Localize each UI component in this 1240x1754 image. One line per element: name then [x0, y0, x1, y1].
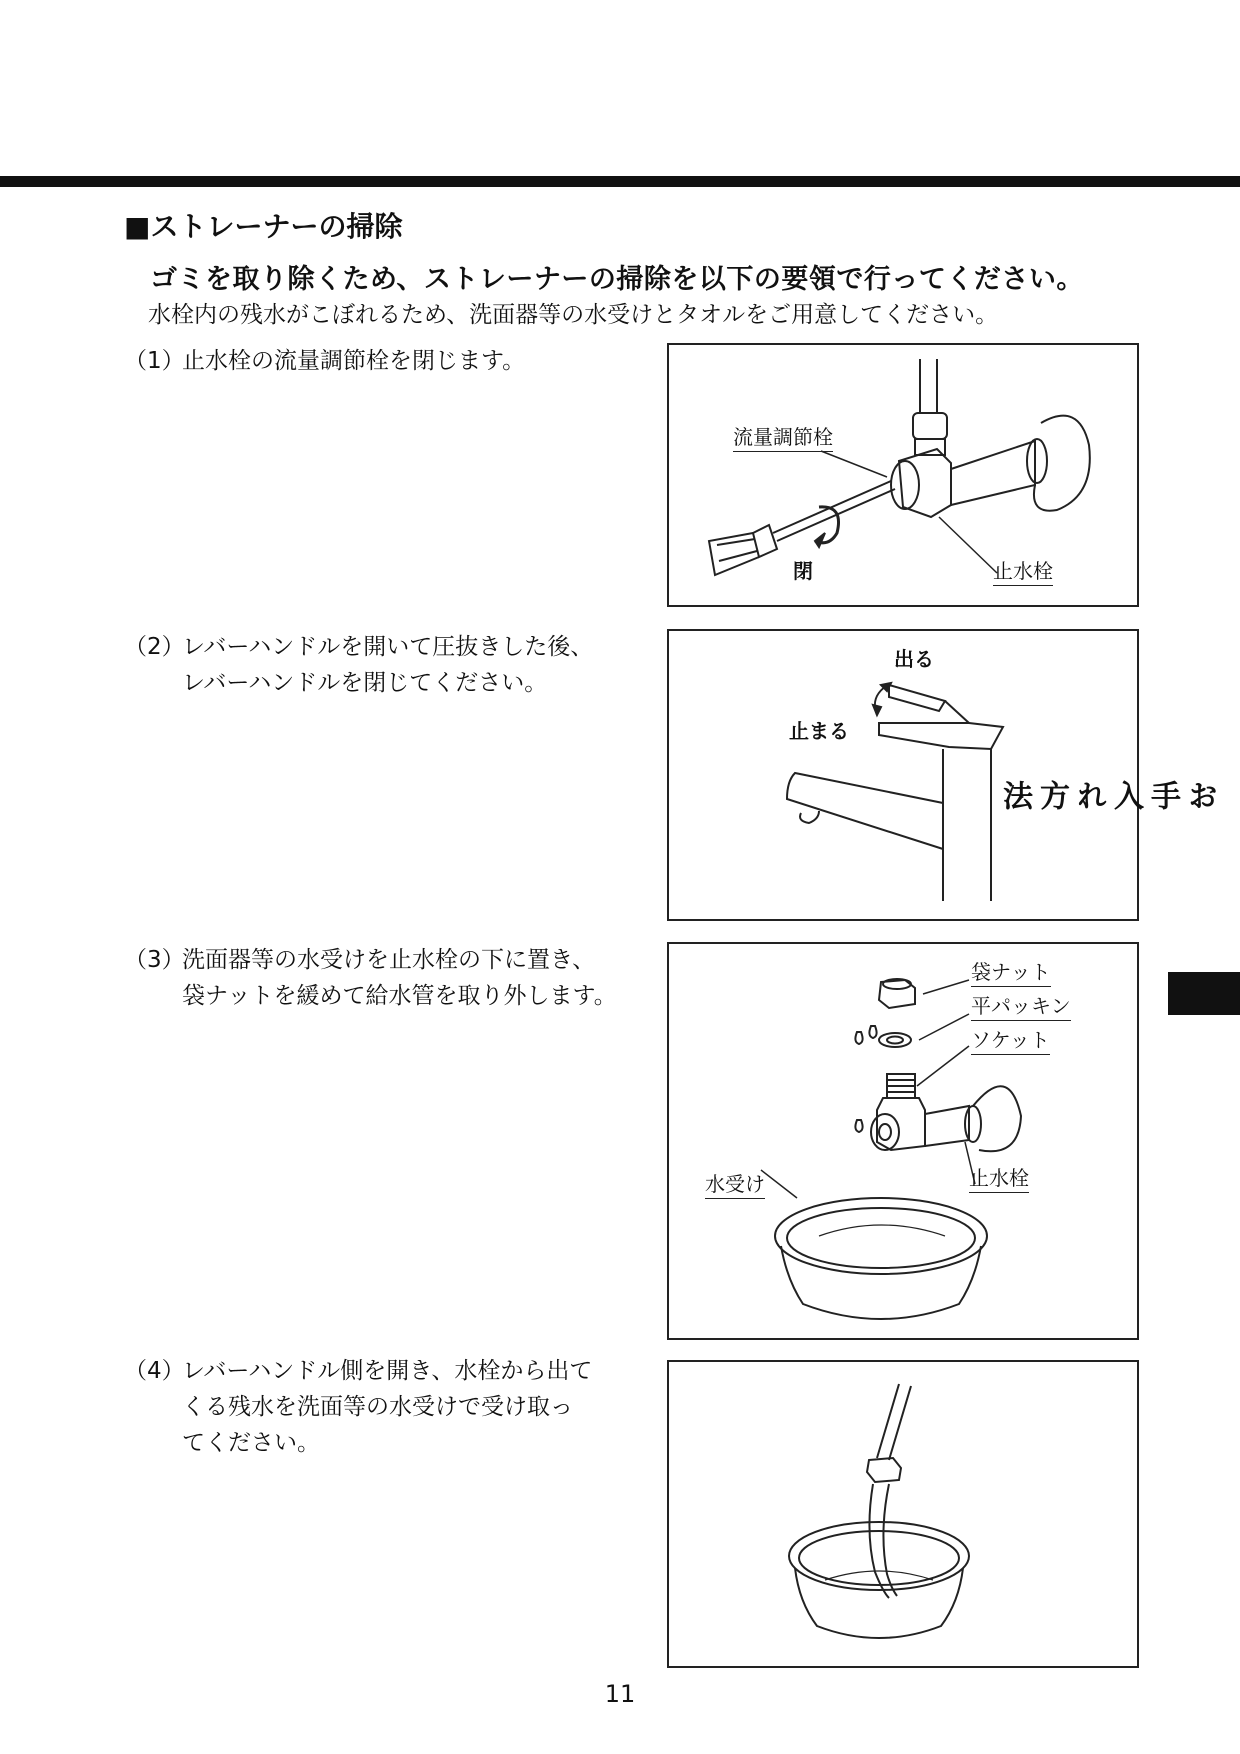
lever-faucet-illustration [669, 631, 1137, 919]
step-3 [124, 942, 617, 1014]
step-text-line: レバーハンドルを閉じてください。 [182, 670, 548, 696]
side-tab-label: お手入れ方法 [997, 780, 1217, 810]
step-number: （1） [124, 348, 185, 374]
close-label: 閉 [793, 559, 813, 583]
stop-valve-illustration [669, 345, 1137, 605]
stop-valve-label: 止水栓 [969, 1162, 1029, 1193]
step-text-line: 袋ナットを緩めて給水管を取り外します。 [182, 983, 617, 1009]
step-2 [124, 629, 593, 701]
water-stop-label: 止まる [789, 719, 849, 743]
figure-disassembly [667, 942, 1139, 1340]
step-number: （2） [124, 634, 185, 660]
step-number: （3） [124, 947, 185, 973]
bag-nut-label: 袋ナット [971, 956, 1051, 987]
step-number: （4） [124, 1358, 185, 1384]
socket-label: ソケット [971, 1024, 1050, 1055]
flat-packing-label: 平パッキン [971, 990, 1071, 1021]
flow-valve-label: 流量調節栓 [733, 421, 833, 452]
figure-lever-faucet [667, 629, 1139, 921]
section-title: ■ストレーナーの掃除 [124, 210, 403, 243]
step-4 [124, 1353, 592, 1461]
step-text-line: 洗面器等の水受けを止水栓の下に置き、 [182, 947, 596, 973]
page-number: 11 [604, 1680, 636, 1708]
water-tray-label: 水受け [705, 1168, 765, 1199]
lead-instruction: ゴミを取り除くため、ストレーナーの掃除を以下の要領で行ってください。 [150, 264, 1084, 295]
step-text-line: てください。 [182, 1430, 320, 1456]
step-text-line: レバーハンドル側を開き、水栓から出て [182, 1358, 593, 1384]
figure-drain-water [667, 1360, 1139, 1668]
side-tab-marker [1168, 972, 1240, 1015]
stop-valve-label: 止水栓 [993, 555, 1053, 586]
step-text-line: くる残水を洗面等の水受けで受け取っ [182, 1394, 573, 1420]
preparation-note: 水栓内の残水がこぼれるため、洗面器等の水受けとタオルをご用意してください。 [148, 302, 999, 328]
figure-stop-valve-close [667, 343, 1139, 607]
water-out-label: 出る [894, 647, 934, 671]
header-rule [0, 176, 1240, 187]
step-1 [124, 343, 525, 379]
step-text-line: 止水栓の流量調節栓を閉じます。 [182, 348, 526, 374]
step-text-line: レバーハンドルを開いて圧抜きした後、 [182, 634, 594, 660]
drain-water-illustration [669, 1362, 1137, 1666]
